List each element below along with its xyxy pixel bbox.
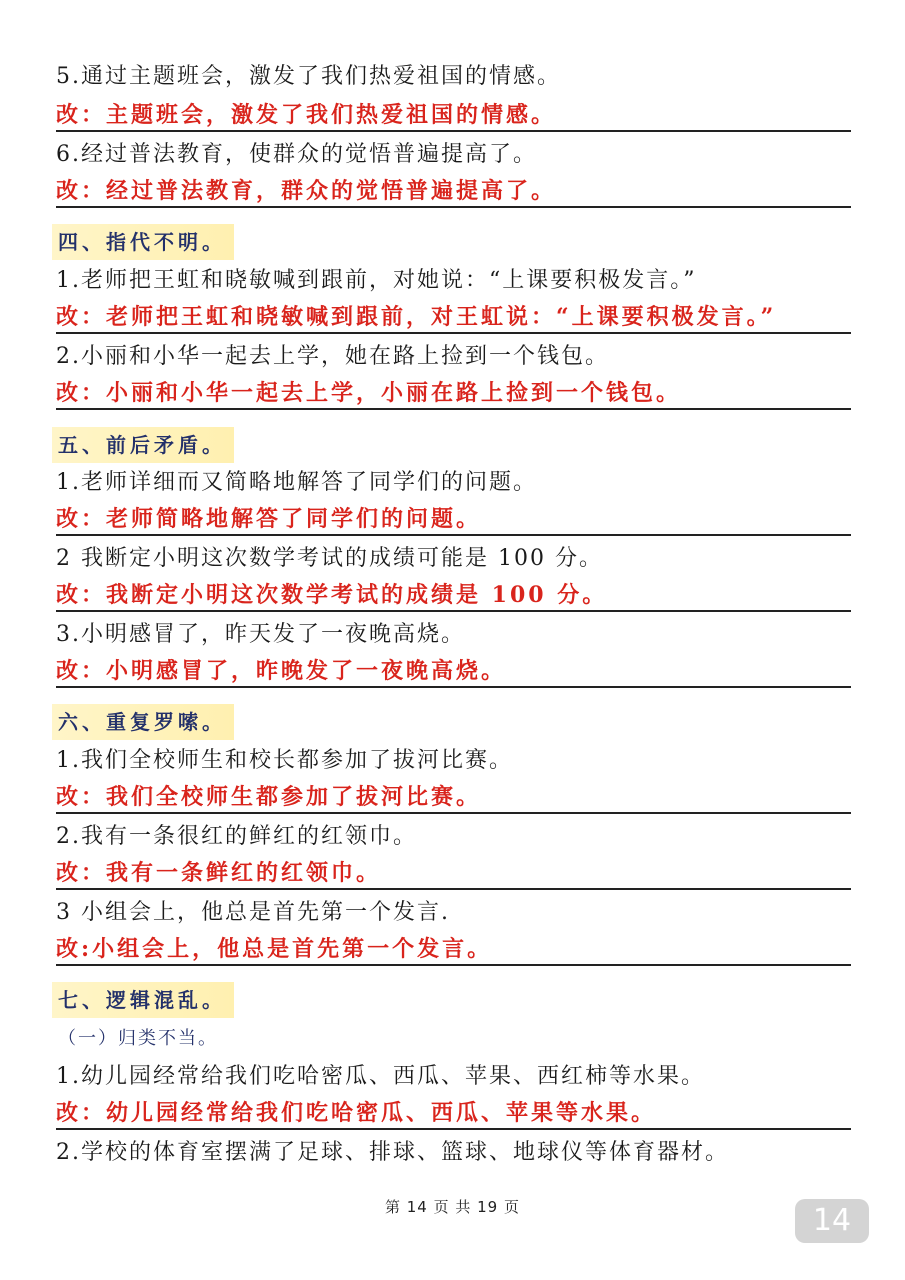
question-7-2: 2.学校的体育室摆满了足球、排球、篮球、地球仪等体育器材。 bbox=[56, 1140, 729, 1165]
answer-6-1: 改：我们全校师生都参加了拔河比赛。 bbox=[56, 782, 851, 814]
page-footer: 第 14 页 共 19 页 bbox=[384, 1198, 520, 1216]
answer-5-3: 改：小明感冒了，昨晚发了一夜晚高烧。 bbox=[56, 656, 851, 688]
answer-6: 改：经过普法教育，群众的觉悟普遍提高了。 bbox=[56, 176, 851, 208]
question-4-2: 2.小丽和小华一起去上学，她在路上捡到一个钱包。 bbox=[56, 344, 609, 369]
question-7-1: 1.幼儿园经常给我们吃哈密瓜、西瓜、苹果、西红柿等水果。 bbox=[56, 1064, 705, 1089]
answer-5-1: 改：老师简略地解答了同学们的问题。 bbox=[56, 504, 851, 536]
question-6-3: 3 小组会上，他总是首先第一个发言. bbox=[56, 900, 450, 925]
question-6: 6.经过普法教育，使群众的觉悟普遍提高了。 bbox=[56, 142, 537, 167]
section-heading-6: 六、重复罗嗦。 bbox=[52, 704, 234, 740]
question-5-3: 3.小明感冒了，昨天发了一夜晚高烧。 bbox=[56, 622, 465, 647]
question-5-1: 1.老师详细而又简略地解答了同学们的问题。 bbox=[56, 470, 537, 495]
answer-6-2: 改：我有一条鲜红的红领巾。 bbox=[56, 858, 851, 890]
section-heading-7: 七、逻辑混乱。 bbox=[52, 982, 234, 1018]
question-4-1: 1.老师把王虹和晓敏喊到跟前，对她说：“上课要积极发言。” bbox=[56, 268, 697, 293]
question-5: 5.通过主题班会，激发了我们热爱祖国的情感。 bbox=[56, 64, 561, 89]
answer-5: 改：主题班会，激发了我们热爱祖国的情感。 bbox=[56, 100, 851, 132]
answer-6-3: 改:小组会上，他总是首先第一个发言。 bbox=[56, 934, 851, 966]
question-6-1: 1.我们全校师生和校长都参加了拔河比赛。 bbox=[56, 748, 513, 773]
section-heading-4: 四、指代不明。 bbox=[52, 224, 234, 260]
page-number-badge: 14 bbox=[795, 1199, 869, 1243]
answer-5-2: 改：我断定小明这次数学考试的成绩是 100 分。 bbox=[56, 580, 851, 612]
subsection-heading: （一）归类不当。 bbox=[58, 1028, 218, 1049]
question-5-2: 2 我断定小明这次数学考试的成绩可能是 100 分。 bbox=[56, 546, 603, 571]
section-heading-5: 五、前后矛盾。 bbox=[52, 427, 234, 463]
answer-4-1: 改：老师把王虹和晓敏喊到跟前，对王虹说：“上课要积极发言。” bbox=[56, 302, 851, 334]
answer-7-1: 改：幼儿园经常给我们吃哈密瓜、西瓜、苹果等水果。 bbox=[56, 1098, 851, 1130]
question-6-2: 2.我有一条很红的鲜红的红领巾。 bbox=[56, 824, 417, 849]
answer-4-2: 改：小丽和小华一起去上学，小丽在路上捡到一个钱包。 bbox=[56, 378, 851, 410]
